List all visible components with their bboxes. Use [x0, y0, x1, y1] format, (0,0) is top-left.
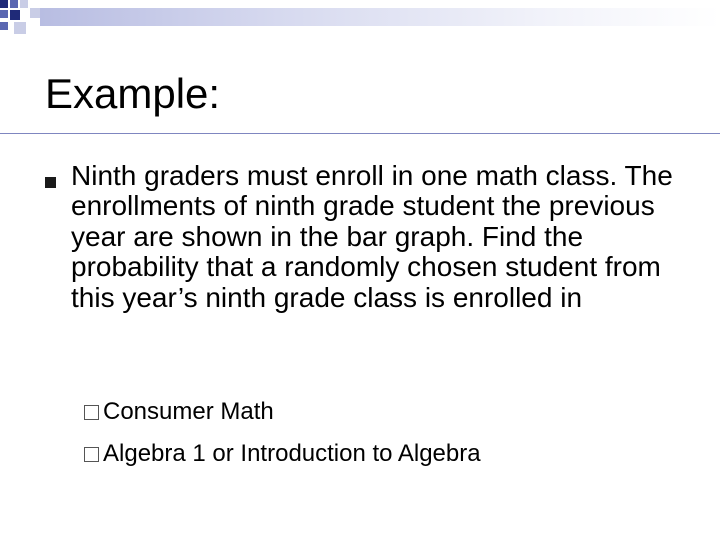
bullet-square-icon — [45, 177, 56, 188]
sub-bullet-item — [84, 398, 274, 426]
sub-bullet-item — [84, 440, 481, 468]
decorative-top-band — [40, 8, 720, 26]
sub-bullet-label: Algebra 1 or Introduction to Algebra — [103, 440, 481, 467]
sub-bullet-label: Consumer Math — [103, 398, 274, 425]
slide-title: Example: — [45, 70, 221, 117]
hollow-square-icon — [84, 405, 99, 420]
title-divider — [0, 133, 720, 134]
bullet-text: Ninth graders must enroll in one math class. The enrollments of ninth grade student the previous year are shown in the bar graph. Find the probability that a randomly chosen student from this year’s ninth grade class is enrolled in — [71, 160, 673, 313]
hollow-square-icon — [84, 447, 99, 462]
